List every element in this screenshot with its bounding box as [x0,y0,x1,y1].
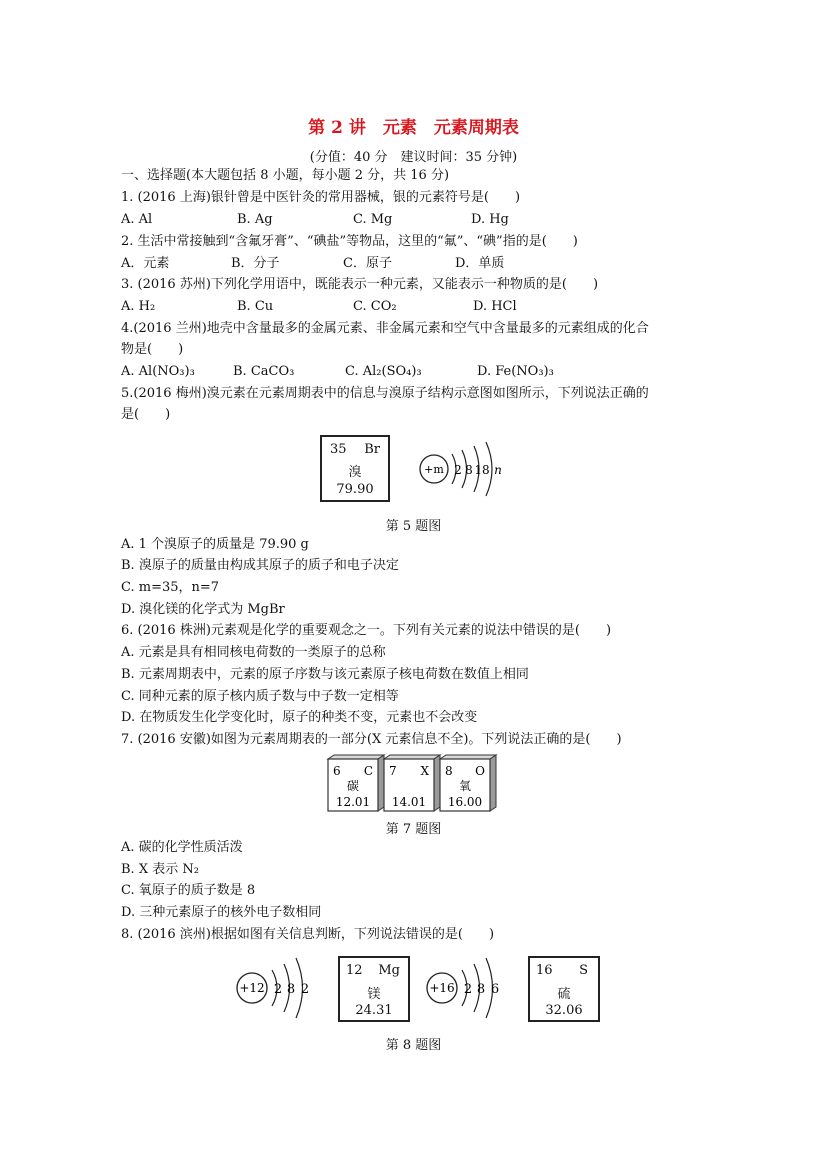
magnesium-atomic-number: 12 [346,963,363,978]
q5-option-b: B. 溴原子的质量由构成其原子的质子和电子决定 [121,558,399,573]
q2-option-d: D．单质 [455,256,505,271]
periodic-table-fragment [324,753,504,815]
q4-stem-cont: 物是( ) [121,342,184,357]
bromine-name: 溴 [348,465,362,480]
q8-stem: 8. (2016 滨州)根据如图有关信息判断，下列说法错误的是( ) [121,927,495,942]
oxygen-name: 氧 [458,779,472,793]
bromine-shell-1: 2 [454,463,462,477]
x-mass: 14.01 [391,795,427,809]
sulfur-shell-1: 2 [463,982,473,997]
q3-stem: 3. (2016 苏州)下列化学用语中，既能表示一种元素，又能表示一种物质的是( ) [121,277,599,292]
carbon-name: 碳 [346,779,360,793]
bromine-element-cell [320,435,390,502]
bromine-symbol: Br [364,442,380,457]
q2-option-a: A．元素 [121,256,170,271]
q7-option-b: B. X 表示 N₂ [121,862,199,877]
q4-option-d: D. Fe(NO₃)₃ [477,364,554,379]
magnesium-shell-2: 8 [286,982,296,997]
sulfur-element-cell [528,956,600,1022]
sulfur-shell-3: 6 [490,982,500,997]
q7-option-a: A. 碳的化学性质活泼 [121,840,243,855]
q5-stem-cont: 是( ) [121,407,171,422]
carbon-mass: 12.01 [335,795,371,809]
magnesium-element-cell [338,956,410,1022]
bromine-shell-2: 8 [465,463,473,477]
bromine-shell-4: n [494,463,502,477]
sulfur-nucleus: +16 [429,981,455,995]
q3-option-d: D. HCl [473,299,517,314]
x-atomic-number: 7 [389,764,397,778]
sulfur-shell-2: 8 [476,982,486,997]
carbon-atomic-number: 6 [333,764,341,778]
q4-option-b: B. CaCO₃ [233,364,295,379]
q7-option-d: D. 三种元素原子的核外电子数相同 [121,905,322,920]
sulfur-symbol: S [579,963,588,978]
magnesium-nucleus: +12 [239,981,265,995]
x-symbol: X [420,764,429,778]
sulfur-mass: 32.06 [545,1003,583,1018]
carbon-symbol: C [363,764,373,778]
sulfur-name: 硫 [557,987,571,1002]
page-subtitle: (分值：40 分 建议时间：35 分钟) [309,150,518,165]
q1-option-d: D. Hg [471,212,509,227]
q6-option-a: A. 元素是具有相同核电荷数的一类原子的总称 [121,645,386,660]
q7-figure-caption: 第 7 题图 [385,822,442,837]
q3-option-c: C. CO₂ [353,299,397,314]
bromine-shell-3: 18 [474,463,490,477]
q6-stem: 6. (2016 株洲)元素观是化学的重要观念之一。下列有关元素的说法中错误的是( ) [121,623,612,638]
q3-option-b: B. Cu [237,299,274,314]
sulfur-atomic-number: 16 [536,963,553,978]
magnesium-name: 镁 [367,987,381,1002]
q6-option-d: D. 在物质发生化学变化时，原子的种类不变，元素也不会改变 [121,710,478,725]
q5-figure-caption: 第 5 题图 [385,519,442,534]
bromine-nucleus: +m [424,463,444,476]
q5-option-c: C. m=35，n=7 [121,580,220,595]
magnesium-symbol: Mg [378,963,400,978]
bromine-mass: 79.90 [336,482,374,497]
magnesium-atom-diagram [230,950,320,1030]
q1-option-c: C. Mg [353,212,393,227]
q5-option-d: D. 溴化镁的化学式为 MgBr [121,602,285,617]
oxygen-mass: 16.00 [447,795,483,809]
magnesium-shell-1: 2 [273,982,283,997]
q4-option-c: C. Al₂(SO₄)₃ [345,364,422,379]
page-title: 第 2 讲 元素 元素周期表 [308,118,519,138]
q1-stem: 1. (2016 上海)银针曾是中医针灸的常用器械，银的元素符号是( ) [121,190,521,205]
q6-option-c: C. 同种元素的原子核内质子数与中子数一定相等 [121,689,399,704]
q8-figure-caption: 第 8 题图 [385,1038,442,1053]
q2-option-b: B．分子 [231,256,280,271]
magnesium-mass: 24.31 [355,1003,393,1018]
q2-option-c: C．原子 [343,256,392,271]
bromine-atom-diagram [412,436,522,502]
q7-stem: 7. (2016 安徽)如图为元素周期表的一部分(X 元素信息不全)。下列说法正确的是( ) [121,732,622,747]
magnesium-shell-3: 2 [300,982,310,997]
q5-stem: 5.(2016 梅州)溴元素在元素周期表中的信息与溴原子结构示意图如图所示，下列说法正确的 [121,386,649,401]
sulfur-atom-diagram [420,950,510,1030]
q1-option-a: A. Al [121,212,153,227]
q6-option-b: B. 元素周期表中，元素的原子序数与该元素原子核电荷数在数值上相同 [121,667,529,682]
oxygen-symbol: O [475,764,485,778]
q2-stem: 2. 生活中常接触到“含氟牙膏”、“碘盐”等物品，这里的“氟”、“碘”指的是( ) [121,234,578,249]
q7-option-c: C. 氧原子的质子数是 8 [121,883,256,898]
q1-option-b: B. Ag [237,212,273,227]
q4-option-a: A. Al(NO₃)₃ [121,364,195,379]
bromine-atomic-number: 35 [330,442,347,457]
q5-option-a: A. 1 个溴原子的质量是 79.90 g [121,537,309,552]
q3-option-a: A. H₂ [121,299,156,314]
oxygen-atomic-number: 8 [445,764,453,778]
section-heading: 一、选择题(本大题包括 8 小题，每小题 2 分，共 16 分) [121,168,450,183]
q4-stem: 4.(2016 兰州)地壳中含量最多的金属元素、非金属元素和空气中含量最多的元素组成的化合 [121,321,649,336]
